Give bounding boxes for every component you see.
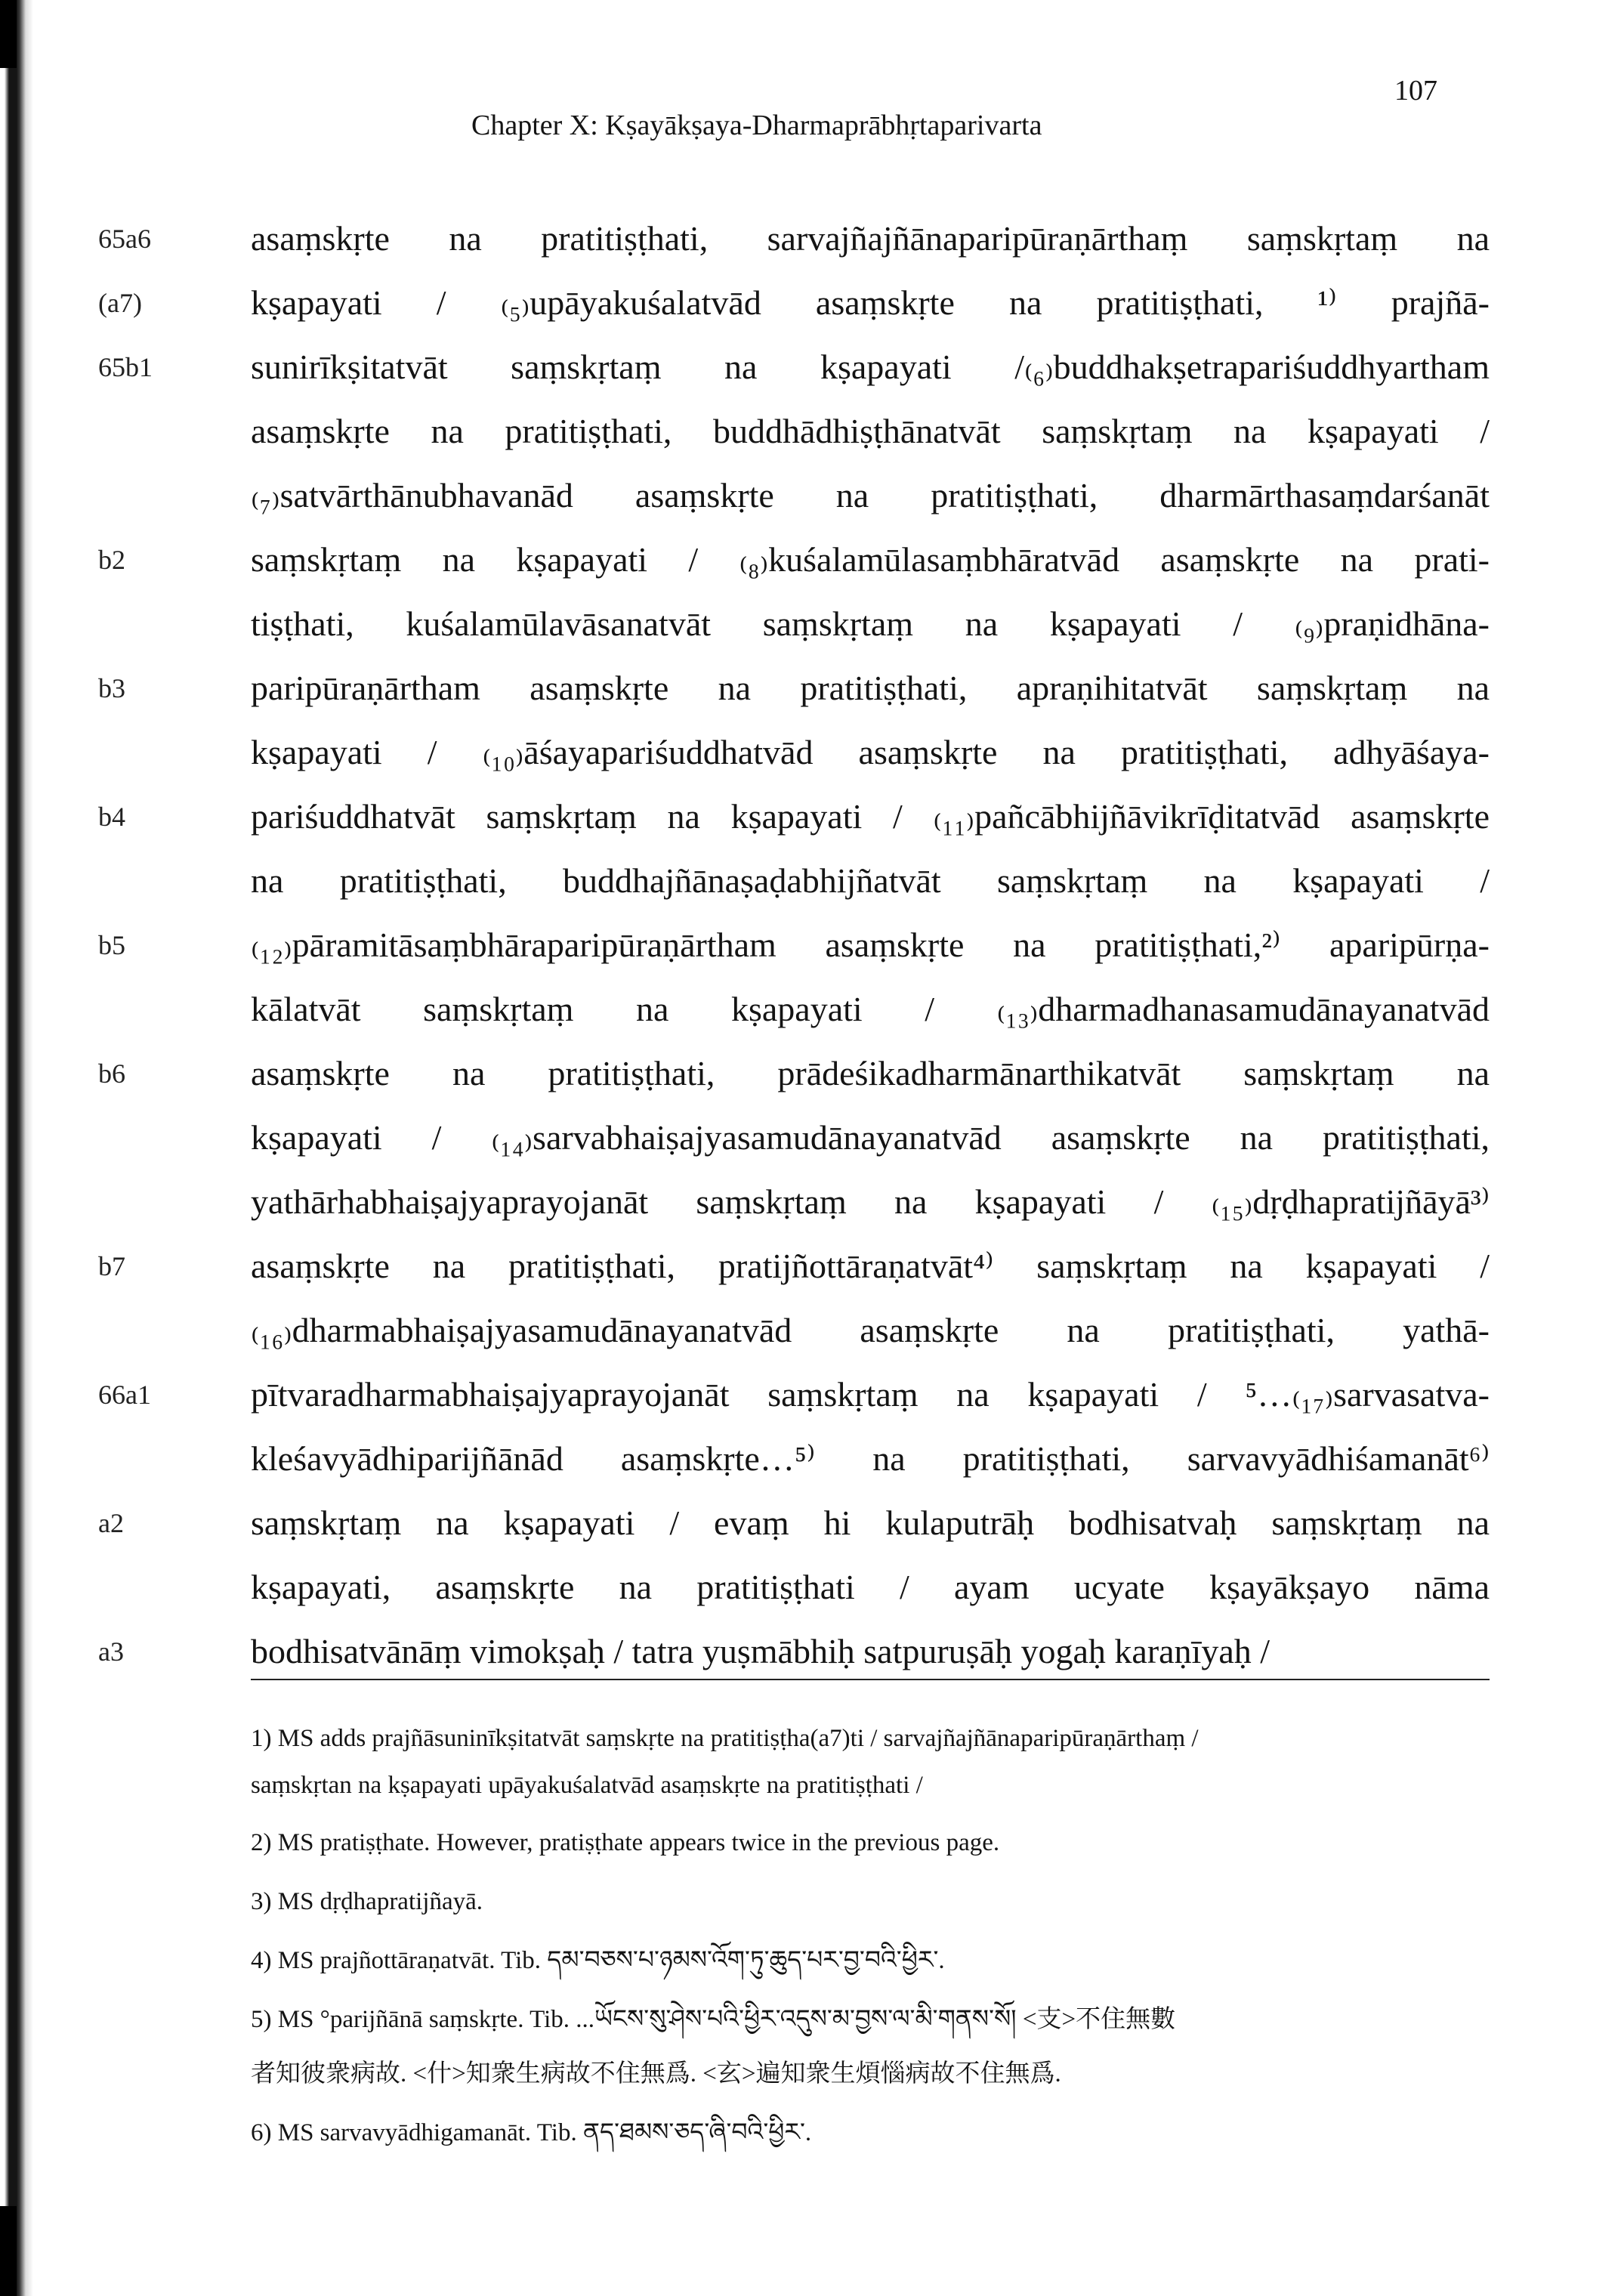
text-line xyxy=(0,1043,1624,1104)
line-text: tiṣṭhati, kuśalamūlavāsanatvāt saṃskṛtaṃ na kṣapayati / ₍₉₎praṇidhāna- xyxy=(251,604,1490,643)
folio-marker: b7 xyxy=(98,1251,125,1281)
folio-marker: 65a6 xyxy=(98,224,151,254)
text-line xyxy=(0,1364,1624,1425)
folio-marker: b5 xyxy=(98,930,125,960)
text-line xyxy=(0,1493,1624,1553)
line-text: asaṃskṛte na pratitiṣṭhati, pratijñottāraṇatvāt⁴⁾ saṃskṛtaṃ na kṣapayati / xyxy=(251,1247,1490,1285)
folio-marker: b4 xyxy=(98,802,125,832)
line-text: asaṃskṛte na pratitiṣṭhati, buddhādhiṣṭhānatvāt saṃskṛtaṃ na kṣapayati / xyxy=(251,412,1490,450)
line-text: kṣapayati / ₍₁₀₎āśayapariśuddhatvād asaṃskṛte na pratitiṣṭhati, adhyāśaya- xyxy=(251,733,1490,771)
line-text: kṣapayati / ₍₁₄₎sarvabhaiṣajyasamudānayanatvād asaṃskṛte na pratitiṣṭhati, xyxy=(251,1118,1490,1157)
line-text: na pratitiṣṭhati, buddhajñānaṣaḍabhijñatvāt saṃskṛtaṃ na kṣapayati / xyxy=(251,861,1490,900)
line-text: asaṃskṛte na pratitiṣṭhati, sarvajñajñānaparipūraṇārthaṃ saṃskṛtaṃ na xyxy=(251,219,1490,258)
line-text: sunirīkṣitatvāt saṃskṛtaṃ na kṣapayati /₍₆₎buddhakṣetrapariśuddhyartham xyxy=(251,348,1490,386)
line-text: kālatvāt saṃskṛtaṃ na kṣapayati / ₍₁₃₎dharmadhanasamudānayanatvād xyxy=(251,990,1490,1028)
text-line xyxy=(0,465,1624,526)
text-line xyxy=(0,1300,1624,1361)
text-line xyxy=(0,1621,1624,1682)
text-line xyxy=(0,1429,1624,1489)
folio-marker: a2 xyxy=(98,1508,124,1538)
footnote-line: saṃskṛtan na kṣapayati upāyakuśalatvād asaṃskṛte na pratitiṣṭhati / xyxy=(251,1772,923,1799)
line-text: kleśavyādhiparijñānād asaṃskṛte…⁵⁾ na pratitiṣṭhati, sarvavyādhiśamanāt⁶⁾ xyxy=(251,1439,1490,1478)
footnote-line: 4) MS prajñottāraṇatvāt. Tib. དམ་བཅས་པ་ཉམས་འོག་ཏུ་ཆུད་པར་བྱ་བའི་ཕྱིར་. xyxy=(251,1947,945,1974)
footnote-line: 6) MS sarvavyādhigamanāt. Tib. ནད་ཐམས་ཅད་ཞི་བའི་ཕྱིར་. xyxy=(251,2119,812,2146)
folio-marker: b2 xyxy=(98,545,125,575)
footnote-line: 1) MS adds prajñāsuninīkṣitatvāt saṃskṛte na pratitiṣṭha(a7)ti / sarvajñajñānaparipūraṇārthaṃ / xyxy=(251,1725,1199,1752)
text-line xyxy=(0,209,1624,269)
folio-marker: 65b1 xyxy=(98,352,153,382)
line-text: paripūraṇārtham asaṃskṛte na pratitiṣṭhati, apraṇihitatvāt saṃskṛtaṃ na xyxy=(251,669,1490,707)
footnote-line: 者知彼衆病故. <什>知衆生病故不住無爲. <玄>遍知衆生煩惱病故不住無爲. xyxy=(251,2060,1061,2087)
folio-marker: b6 xyxy=(98,1058,125,1089)
page-number: 107 xyxy=(1394,75,1437,107)
line-text: kṣapayati / ₍₅₎upāyakuśalatvād asaṃskṛte na pratitiṣṭhati, ¹⁾ prajñā- xyxy=(251,283,1490,322)
text-line xyxy=(0,594,1624,654)
line-text: ₍₁₆₎dharmabhaiṣajyasamudānayanatvād asaṃskṛte na pratitiṣṭhati, yathā- xyxy=(251,1311,1490,1349)
folio-marker: (a7) xyxy=(98,288,142,318)
text-line xyxy=(0,401,1624,462)
text-line xyxy=(0,530,1624,590)
text-line xyxy=(0,979,1624,1040)
running-title: Chapter X: Kṣayākṣaya-Dharmaprābhṛtaparivarta xyxy=(471,110,1042,141)
line-text: kṣapayati, asaṃskṛte na pratitiṣṭhati / ayam ucyate kṣayākṣayo nāma xyxy=(251,1568,1490,1606)
text-line xyxy=(0,1236,1624,1296)
line-text: yathārhabhaiṣajyaprayojanāt saṃskṛtaṃ na kṣapayati / ₍₁₅₎dṛḍhapratijñāyā³⁾ xyxy=(251,1182,1490,1221)
text-line xyxy=(0,1108,1624,1168)
text-line xyxy=(0,915,1624,975)
footnote-line: 5) MS °parijñānā saṃskṛte. Tib. ...ཡོངས་སུ་ཤེས་པའི་ཕྱིར་འདུས་མ་བྱས་ལ་མི་གནས་སོ། <支>不住無數 xyxy=(251,2006,1176,2033)
text-line xyxy=(0,1557,1624,1618)
text-line xyxy=(0,851,1624,911)
text-line xyxy=(0,337,1624,397)
folio-marker: b3 xyxy=(98,673,125,703)
line-text: asaṃskṛte na pratitiṣṭhati, prādeśikadharmānarthikatvāt saṃskṛtaṃ na xyxy=(251,1054,1490,1092)
text-line xyxy=(0,786,1624,847)
line-text: bodhisatvānāṃ vimokṣaḥ / tatra yuṣmābhiḥ satpuruṣāḥ yogaḥ karaṇīyaḥ / xyxy=(251,1632,1270,1670)
line-text: pariśuddhatvāt saṃskṛtaṃ na kṣapayati / ₍₁₁₎pañcābhijñāvikrīḍitatvād asaṃskṛte xyxy=(251,797,1490,836)
footnote-line: 3) MS dṛḍhapratijñayā. xyxy=(251,1888,483,1915)
text-line xyxy=(0,658,1624,718)
text-line xyxy=(0,722,1624,783)
footnote-line: 2) MS pratiṣṭhate. However, pratiṣṭhate appears twice in the previous page. xyxy=(251,1829,1000,1856)
text-line xyxy=(0,1172,1624,1232)
line-text: ₍₁₂₎pāramitāsaṃbhāraparipūraṇārtham asaṃskṛte na pratitiṣṭhati,²⁾ aparipūrṇa- xyxy=(251,926,1490,964)
folio-marker: 66a1 xyxy=(98,1380,151,1410)
line-text: pītvaradharmabhaiṣajyaprayojanāt saṃskṛtaṃ na kṣapayati / ⁵…₍₁₇₎sarvasatva- xyxy=(251,1375,1490,1414)
footnote-rule xyxy=(251,1679,1490,1680)
scan-edge-mark xyxy=(0,2206,17,2296)
text-line xyxy=(0,273,1624,333)
line-text: ₍₇₎satvārthānubhavanād asaṃskṛte na pratitiṣṭhati, dharmārthasaṃdarśanāt xyxy=(251,476,1490,515)
line-text: saṃskṛtaṃ na kṣapayati / ₍₈₎kuśalamūlasaṃbhāratvād asaṃskṛte na prati- xyxy=(251,540,1490,579)
line-text: saṃskṛtaṃ na kṣapayati / evaṃ hi kulaputrāḥ bodhisatvaḥ saṃskṛtaṃ na xyxy=(251,1503,1490,1542)
folio-marker: a3 xyxy=(98,1636,124,1667)
page-header xyxy=(0,0,1624,181)
